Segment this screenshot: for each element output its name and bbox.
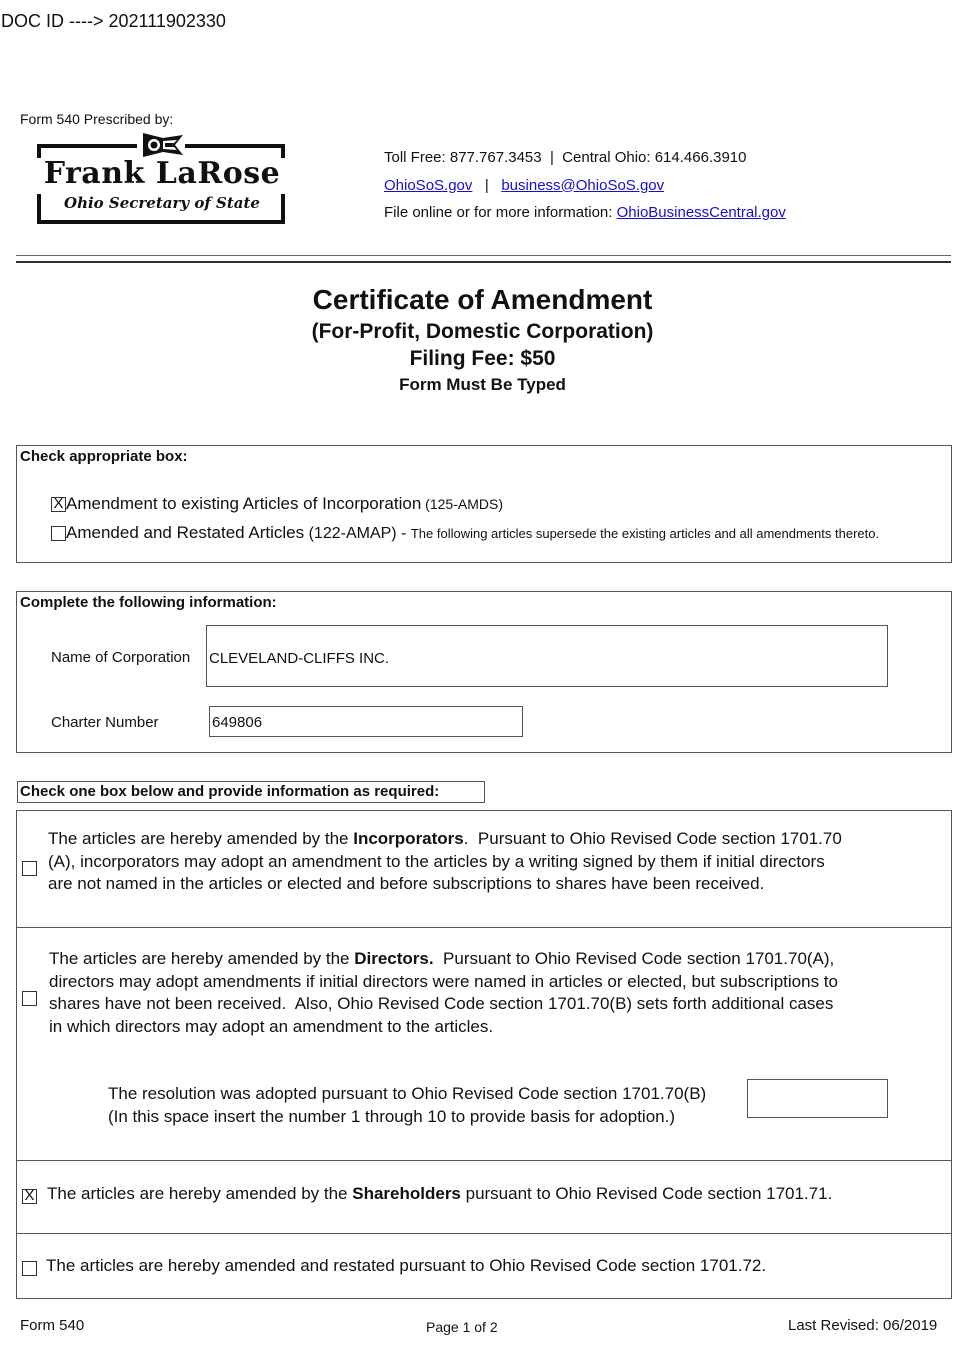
text: . Pursuant to Ohio Revised Code section 1701.70	[463, 829, 842, 848]
logo-subtitle: Ohio Secretary of State	[64, 194, 260, 212]
section-label: Complete the following information:	[20, 594, 277, 611]
link-separator: |	[484, 176, 489, 194]
charter-number-field[interactable]	[209, 706, 523, 737]
option-incorporators	[17, 811, 951, 928]
page-subtitle: (For-Profit, Domestic Corporation)	[311, 320, 654, 343]
option-note: The following articles supersede the existing articles and all amendments thereto.	[410, 526, 880, 541]
ohio-flag-icon	[141, 132, 185, 158]
checkbox-shareholders[interactable]	[22, 1189, 37, 1204]
checkbox-amendment[interactable]	[51, 497, 66, 512]
text: (A), incorporators may adopt an amendment to the articles by a writing signed by them if initial directors	[48, 851, 825, 871]
incorporators-text	[48, 828, 928, 896]
option-amendment[interactable]	[51, 494, 503, 514]
footer-page: Page 1 of 2	[426, 1319, 498, 1335]
check-one-label: Check one box below and provide information as required:	[17, 781, 485, 803]
text: The articles are hereby amended by the	[49, 949, 355, 968]
resolution-line: (In this space insert the number 1 through 10 to provide basis for adoption.)	[108, 1106, 675, 1126]
checkbox-incorporators[interactable]	[22, 861, 37, 876]
option-label: Amendment to existing Articles of Incorporation	[66, 494, 422, 513]
text: pursuant to Ohio Revised Code section 1701.71.	[460, 1184, 833, 1203]
text: The articles are hereby amended by the	[48, 829, 354, 848]
checkbox-amended-restated[interactable]	[51, 526, 66, 541]
page-title: Certificate of Amendment	[312, 284, 653, 315]
phone-line: Toll Free: 877.767.3453 | Central Ohio: 614.466.3910	[384, 149, 747, 166]
adoption-method-section	[16, 810, 952, 1299]
resolution-basis-field[interactable]	[747, 1079, 888, 1118]
charter-number-value: 649806	[212, 714, 263, 731]
shareholders-text	[47, 1183, 832, 1206]
check-x-icon: X	[24, 1187, 35, 1205]
doc-id: DOC ID ----> 202111902330	[1, 11, 226, 31]
contact-info	[384, 144, 786, 227]
file-online-text: File online or for more information:	[384, 204, 617, 221]
directors-text	[49, 948, 929, 1038]
logo-frame	[37, 144, 137, 148]
text-bold: Incorporators	[353, 829, 464, 848]
filing-fee: Filing Fee: $50	[409, 347, 556, 370]
footer-form: Form 540	[20, 1317, 85, 1334]
header-divider	[16, 261, 951, 263]
secretary-of-state-logo	[37, 132, 287, 226]
charter-number-label: Charter Number	[51, 714, 159, 731]
option-label: Amended and Restated Articles	[66, 523, 305, 542]
footer-revised: Last Revised: 06/2019	[788, 1317, 938, 1334]
filing-type-section	[16, 445, 952, 563]
text-bold: Directors.	[354, 949, 434, 968]
text: are not named in the articles or elected and before subscriptions to shares have been received.	[48, 874, 765, 893]
email-link[interactable]: business@OhioSoS.gov	[501, 176, 665, 194]
resolution-text	[108, 1083, 706, 1128]
option-shareholders	[17, 1161, 951, 1234]
text: The articles are hereby amended by the	[47, 1184, 353, 1203]
text: shares have not been received. Also, Ohio Revised Code section 1701.70(B) sets forth additional cases	[49, 994, 834, 1013]
corporation-name-field[interactable]	[206, 625, 888, 687]
business-central-link[interactable]: OhioBusinessCentral.gov	[616, 204, 786, 221]
resolution-line: The resolution was adopted pursuant to Ohio Revised Code section 1701.70(B)	[108, 1084, 707, 1103]
corporation-name-value: CLEVELAND-CLIFFS INC.	[209, 650, 390, 667]
header-divider	[16, 255, 951, 256]
option-restated	[17, 1234, 951, 1298]
text: in which directors may adopt an amendment to the articles.	[49, 1016, 494, 1036]
restated-text: The articles are hereby amended and restated pursuant to Ohio Revised Code section 1701.72.	[46, 1256, 767, 1275]
checkbox-directors[interactable]	[22, 991, 37, 1006]
checkbox-restated[interactable]	[22, 1261, 37, 1276]
text: Pursuant to Ohio Revised Code section 1701.70(A),	[433, 949, 835, 968]
prescribed-by-label: Form 540 Prescribed by:	[20, 111, 174, 127]
logo-frame	[37, 220, 285, 224]
check-x-icon: X	[53, 495, 64, 513]
corporation-name-label: Name of Corporation	[51, 649, 191, 666]
file-online-line	[384, 199, 786, 227]
option-directors	[17, 928, 951, 1161]
typed-note: Form Must Be Typed	[399, 375, 566, 394]
logo-name: Frank LaRose	[43, 156, 281, 191]
text-bold: Shareholders	[352, 1184, 461, 1203]
option-code: (122-AMAP) -	[304, 525, 411, 542]
text: directors may adopt amendments if initial directors were named in articles or elected, but subscriptions to	[49, 971, 838, 991]
website-link[interactable]: OhioSoS.gov	[384, 176, 473, 194]
option-code: (125-AMDS)	[421, 496, 503, 512]
section-label: Check appropriate box:	[20, 448, 188, 465]
option-amended-restated[interactable]	[51, 523, 879, 543]
corporation-info-section	[16, 591, 952, 753]
links-line	[384, 172, 786, 200]
logo-frame	[185, 144, 285, 148]
